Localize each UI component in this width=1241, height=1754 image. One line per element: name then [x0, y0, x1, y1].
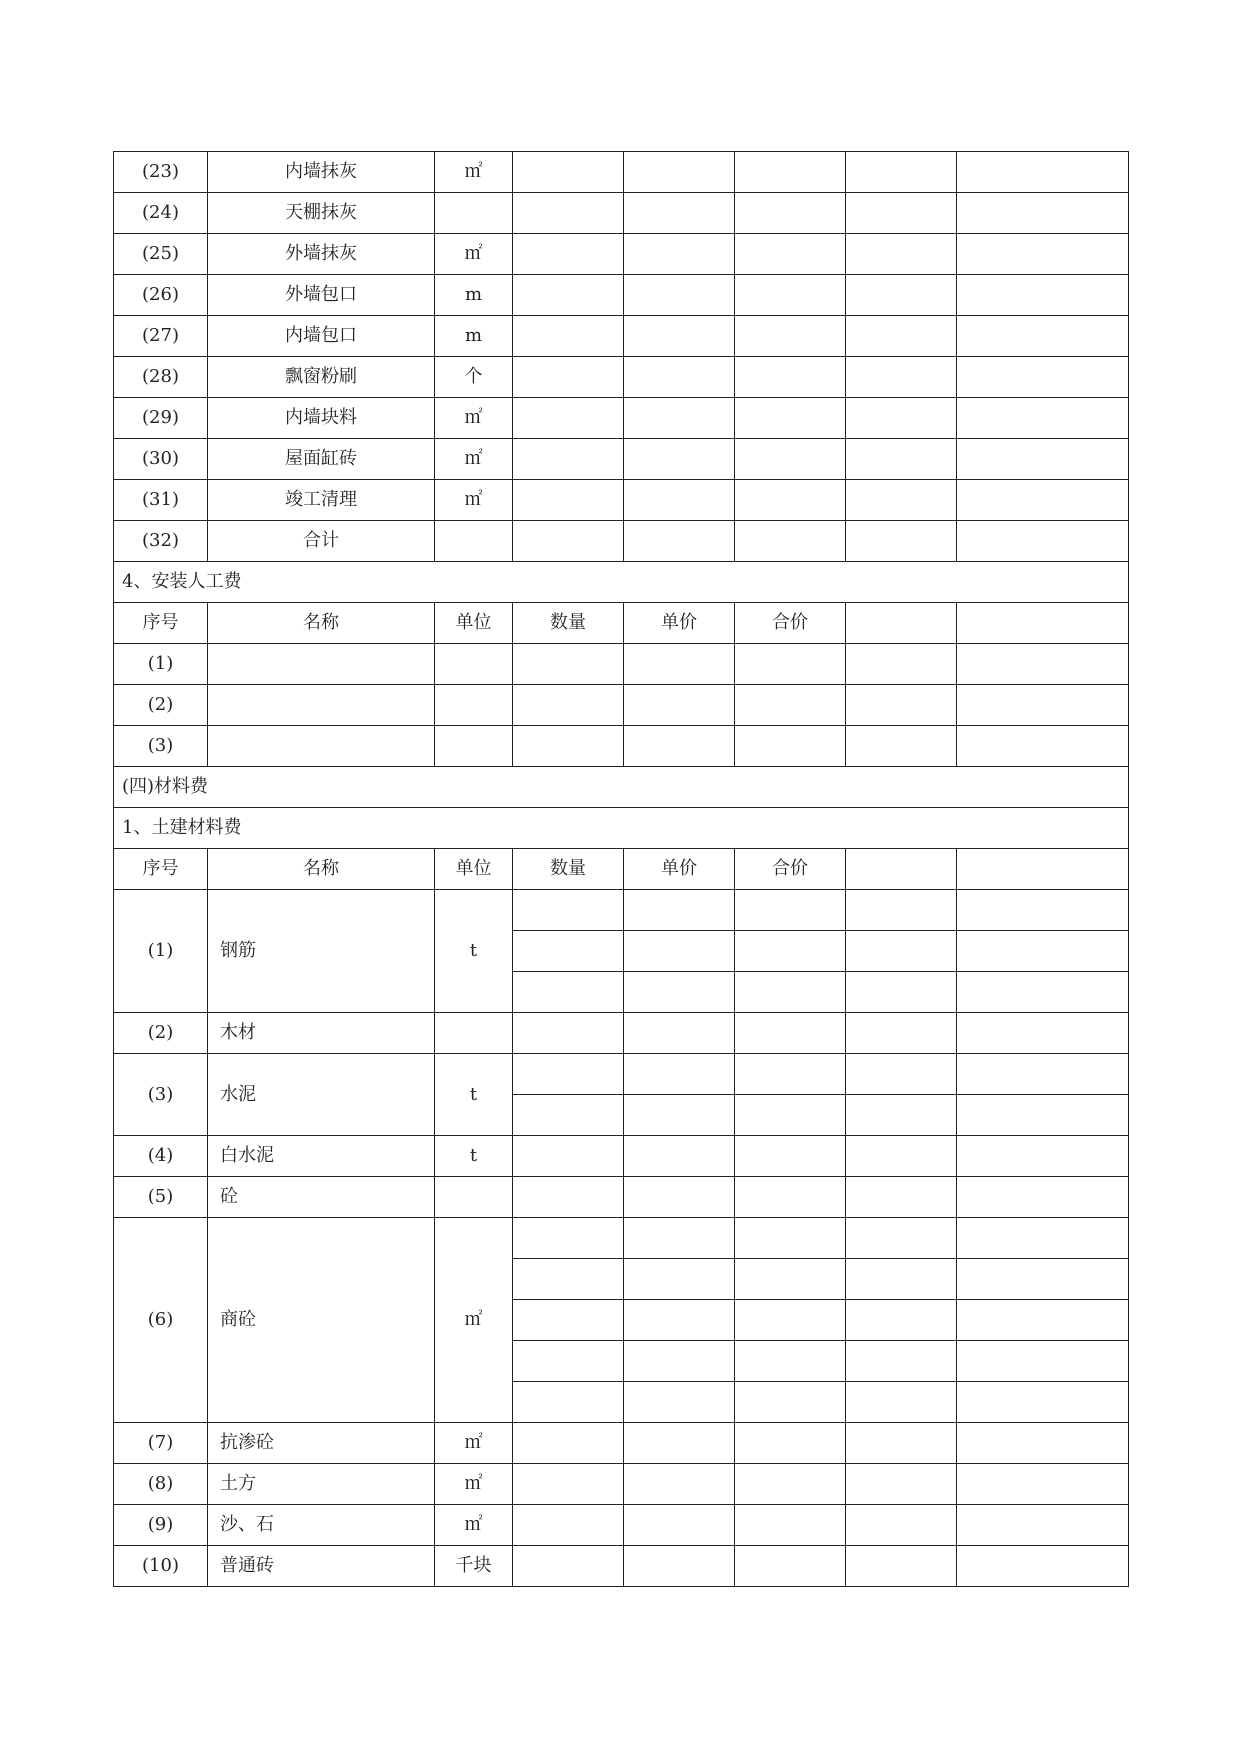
item-unit: ㎡	[435, 398, 513, 439]
empty-cell	[957, 521, 1129, 562]
row-number: (7)	[114, 1423, 208, 1464]
table-row	[114, 357, 1129, 398]
item-unit: t	[435, 1136, 513, 1177]
col-header-total: 合价	[735, 603, 846, 644]
row-number: (8)	[114, 1464, 208, 1505]
item-unit: ㎡	[435, 439, 513, 480]
item-unit: ㎡	[435, 234, 513, 275]
empty-cell	[735, 152, 846, 193]
empty-cell	[624, 685, 735, 726]
row-number: (29)	[114, 398, 208, 439]
item-name: 普通砖	[208, 1546, 435, 1587]
empty-cell	[735, 1423, 846, 1464]
row-number: (31)	[114, 480, 208, 521]
empty-cell	[624, 398, 735, 439]
item-name: 竣工清理	[208, 480, 435, 521]
empty-cell	[846, 1136, 957, 1177]
empty-cell	[957, 1300, 1129, 1341]
empty-cell	[624, 234, 735, 275]
empty-cell	[624, 1505, 735, 1546]
empty-cell	[957, 1423, 1129, 1464]
row-number: (9)	[114, 1505, 208, 1546]
empty-cell	[513, 234, 624, 275]
cost-table	[113, 151, 1129, 1587]
empty-cell	[513, 521, 624, 562]
empty-cell	[624, 1464, 735, 1505]
col-header-name: 名称	[208, 603, 435, 644]
empty-cell	[513, 1259, 624, 1300]
empty-cell	[735, 1054, 846, 1095]
table-row	[114, 1423, 1129, 1464]
empty-cell	[513, 398, 624, 439]
table-row	[114, 521, 1129, 562]
empty-cell	[957, 234, 1129, 275]
empty-cell	[957, 398, 1129, 439]
header-row	[114, 603, 1129, 644]
empty-cell	[957, 1013, 1129, 1054]
row-number: (10)	[114, 1546, 208, 1587]
empty-cell	[735, 193, 846, 234]
table-row	[114, 685, 1129, 726]
empty-cell	[735, 890, 846, 931]
item-name: 内墙块料	[208, 398, 435, 439]
item-unit: t	[435, 890, 513, 1013]
empty-cell	[735, 480, 846, 521]
empty-cell	[957, 1259, 1129, 1300]
empty-cell	[735, 1136, 846, 1177]
empty-cell	[208, 726, 435, 767]
item-unit: m	[435, 275, 513, 316]
item-unit	[435, 1177, 513, 1218]
empty-cell	[846, 644, 957, 685]
row-number: (32)	[114, 521, 208, 562]
empty-cell	[735, 1341, 846, 1382]
item-name: 屋面缸砖	[208, 439, 435, 480]
table-row	[114, 234, 1129, 275]
empty-cell	[624, 931, 735, 972]
empty-cell	[624, 1218, 735, 1259]
empty-cell	[957, 972, 1129, 1013]
empty-cell	[957, 1177, 1129, 1218]
col-header-qty: 数量	[513, 849, 624, 890]
col-header-name: 名称	[208, 849, 435, 890]
empty-cell	[624, 972, 735, 1013]
empty-cell	[513, 1177, 624, 1218]
empty-cell	[513, 1136, 624, 1177]
empty-cell	[624, 1546, 735, 1587]
empty-cell	[957, 1382, 1129, 1423]
table-row	[114, 275, 1129, 316]
empty-cell	[846, 1464, 957, 1505]
item-unit	[435, 1013, 513, 1054]
empty-cell	[624, 1177, 735, 1218]
empty-cell	[957, 193, 1129, 234]
empty-cell	[846, 849, 957, 890]
empty-cell	[513, 1013, 624, 1054]
row-number: (5)	[114, 1177, 208, 1218]
empty-cell	[957, 1341, 1129, 1382]
empty-cell	[846, 398, 957, 439]
empty-cell	[957, 1095, 1129, 1136]
empty-cell	[624, 357, 735, 398]
item-name: 外墙抹灰	[208, 234, 435, 275]
empty-cell	[846, 603, 957, 644]
empty-cell	[846, 1300, 957, 1341]
empty-cell	[957, 849, 1129, 890]
empty-cell	[846, 1259, 957, 1300]
empty-cell	[957, 890, 1129, 931]
empty-cell	[846, 521, 957, 562]
empty-cell	[513, 1464, 624, 1505]
empty-cell	[513, 1218, 624, 1259]
empty-cell	[735, 1300, 846, 1341]
empty-cell	[957, 316, 1129, 357]
table-row	[114, 1177, 1129, 1218]
empty-cell	[513, 1300, 624, 1341]
empty-cell	[624, 316, 735, 357]
table-row	[114, 1546, 1129, 1587]
empty-cell	[513, 685, 624, 726]
table-row	[114, 398, 1129, 439]
table-row	[114, 316, 1129, 357]
empty-cell	[624, 521, 735, 562]
empty-cell	[624, 1136, 735, 1177]
empty-cell	[624, 1341, 735, 1382]
table-row	[114, 726, 1129, 767]
row-number: (6)	[114, 1218, 208, 1423]
empty-cell	[513, 1095, 624, 1136]
empty-cell	[513, 1054, 624, 1095]
empty-cell	[435, 644, 513, 685]
empty-cell	[957, 726, 1129, 767]
empty-cell	[846, 152, 957, 193]
item-name: 内墙抹灰	[208, 152, 435, 193]
empty-cell	[435, 726, 513, 767]
empty-cell	[735, 1382, 846, 1423]
empty-cell	[846, 1423, 957, 1464]
empty-cell	[735, 1177, 846, 1218]
empty-cell	[957, 603, 1129, 644]
empty-cell	[846, 726, 957, 767]
table-row	[114, 1218, 1129, 1259]
col-header-price: 单价	[624, 849, 735, 890]
row-number: (24)	[114, 193, 208, 234]
empty-cell	[624, 1013, 735, 1054]
empty-cell	[957, 1136, 1129, 1177]
empty-cell	[624, 480, 735, 521]
empty-cell	[513, 193, 624, 234]
item-name: 土方	[208, 1464, 435, 1505]
empty-cell	[846, 972, 957, 1013]
empty-cell	[513, 480, 624, 521]
row-number: (2)	[114, 1013, 208, 1054]
empty-cell	[846, 357, 957, 398]
empty-cell	[735, 521, 846, 562]
empty-cell	[513, 357, 624, 398]
empty-cell	[846, 931, 957, 972]
table-row	[114, 1054, 1129, 1095]
empty-cell	[735, 1259, 846, 1300]
empty-cell	[624, 439, 735, 480]
empty-cell	[846, 1177, 957, 1218]
empty-cell	[513, 1546, 624, 1587]
empty-cell	[735, 1218, 846, 1259]
empty-cell	[624, 1423, 735, 1464]
empty-cell	[208, 685, 435, 726]
item-name: 飘窗粉刷	[208, 357, 435, 398]
col-header-price: 单价	[624, 603, 735, 644]
empty-cell	[957, 1218, 1129, 1259]
empty-cell	[624, 1095, 735, 1136]
row-number: (25)	[114, 234, 208, 275]
empty-cell	[846, 1054, 957, 1095]
row-number: (2)	[114, 685, 208, 726]
empty-cell	[735, 1505, 846, 1546]
empty-cell	[846, 685, 957, 726]
empty-cell	[846, 1013, 957, 1054]
empty-cell	[846, 890, 957, 931]
table-row	[114, 152, 1129, 193]
item-name: 砼	[208, 1177, 435, 1218]
item-name: 抗渗砼	[208, 1423, 435, 1464]
empty-cell	[624, 193, 735, 234]
empty-cell	[624, 890, 735, 931]
empty-cell	[846, 1382, 957, 1423]
empty-cell	[513, 890, 624, 931]
table-row	[114, 1464, 1129, 1505]
col-header-unit: 单位	[435, 849, 513, 890]
item-unit: ㎡	[435, 152, 513, 193]
item-name: 外墙包口	[208, 275, 435, 316]
empty-cell	[513, 1341, 624, 1382]
empty-cell	[846, 275, 957, 316]
empty-cell	[513, 1423, 624, 1464]
col-header-qty: 数量	[513, 603, 624, 644]
empty-cell	[735, 1464, 846, 1505]
empty-cell	[735, 357, 846, 398]
empty-cell	[735, 1013, 846, 1054]
item-unit: 千块	[435, 1546, 513, 1587]
empty-cell	[846, 193, 957, 234]
empty-cell	[957, 1054, 1129, 1095]
row-number: (1)	[114, 890, 208, 1013]
empty-cell	[846, 234, 957, 275]
empty-cell	[624, 1382, 735, 1423]
row-number: (3)	[114, 1054, 208, 1136]
empty-cell	[957, 275, 1129, 316]
empty-cell	[735, 316, 846, 357]
empty-cell	[624, 1259, 735, 1300]
table-row	[114, 1505, 1129, 1546]
empty-cell	[735, 644, 846, 685]
col-header-unit: 单位	[435, 603, 513, 644]
item-unit: ㎡	[435, 1423, 513, 1464]
empty-cell	[735, 972, 846, 1013]
empty-cell	[735, 234, 846, 275]
col-header-no: 序号	[114, 603, 208, 644]
empty-cell	[735, 726, 846, 767]
item-unit: ㎡	[435, 1505, 513, 1546]
empty-cell	[624, 1054, 735, 1095]
item-unit: ㎡	[435, 480, 513, 521]
table-row	[114, 1136, 1129, 1177]
item-name: 合计	[208, 521, 435, 562]
empty-cell	[957, 357, 1129, 398]
empty-cell	[957, 1546, 1129, 1587]
empty-cell	[624, 1300, 735, 1341]
empty-cell	[735, 931, 846, 972]
empty-cell	[624, 152, 735, 193]
empty-cell	[846, 1546, 957, 1587]
empty-cell	[957, 480, 1129, 521]
item-unit: ㎡	[435, 1464, 513, 1505]
empty-cell	[846, 316, 957, 357]
table-row	[114, 193, 1129, 234]
header-row	[114, 849, 1129, 890]
empty-cell	[435, 685, 513, 726]
empty-cell	[513, 972, 624, 1013]
section-row	[114, 562, 1129, 603]
empty-cell	[513, 726, 624, 767]
section-title-install: 4、安装人工费	[114, 562, 1129, 603]
empty-cell	[513, 644, 624, 685]
empty-cell	[735, 439, 846, 480]
item-name: 内墙包口	[208, 316, 435, 357]
empty-cell	[735, 1095, 846, 1136]
empty-cell	[957, 439, 1129, 480]
empty-cell	[513, 316, 624, 357]
item-unit: 个	[435, 357, 513, 398]
section-title-material: (四)材料费	[114, 767, 1129, 808]
item-unit: m	[435, 316, 513, 357]
item-name: 天棚抹灰	[208, 193, 435, 234]
section-row	[114, 808, 1129, 849]
empty-cell	[513, 1382, 624, 1423]
empty-cell	[846, 1095, 957, 1136]
empty-cell	[957, 931, 1129, 972]
table-row	[114, 1013, 1129, 1054]
table-row	[114, 439, 1129, 480]
empty-cell	[513, 152, 624, 193]
empty-cell	[957, 152, 1129, 193]
empty-cell	[735, 398, 846, 439]
col-header-total: 合价	[735, 849, 846, 890]
row-number: (28)	[114, 357, 208, 398]
empty-cell	[957, 1464, 1129, 1505]
item-name: 沙、石	[208, 1505, 435, 1546]
table-row	[114, 480, 1129, 521]
item-unit: ㎡	[435, 1218, 513, 1423]
empty-cell	[735, 1546, 846, 1587]
empty-cell	[513, 439, 624, 480]
table-row	[114, 644, 1129, 685]
empty-cell	[735, 275, 846, 316]
row-number: (23)	[114, 152, 208, 193]
col-header-no: 序号	[114, 849, 208, 890]
empty-cell	[846, 439, 957, 480]
empty-cell	[846, 1341, 957, 1382]
empty-cell	[513, 931, 624, 972]
row-number: (27)	[114, 316, 208, 357]
empty-cell	[624, 644, 735, 685]
item-name: 水泥	[208, 1054, 435, 1136]
item-name: 木材	[208, 1013, 435, 1054]
empty-cell	[957, 1505, 1129, 1546]
empty-cell	[957, 644, 1129, 685]
row-number: (3)	[114, 726, 208, 767]
table-row	[114, 890, 1129, 931]
empty-cell	[735, 685, 846, 726]
row-number: (30)	[114, 439, 208, 480]
row-number: (26)	[114, 275, 208, 316]
empty-cell	[208, 644, 435, 685]
item-unit	[435, 193, 513, 234]
section-title-civil: 1、土建材料费	[114, 808, 1129, 849]
empty-cell	[846, 480, 957, 521]
item-name: 商砼	[208, 1218, 435, 1423]
empty-cell	[513, 1505, 624, 1546]
section-row	[114, 767, 1129, 808]
row-number: (4)	[114, 1136, 208, 1177]
empty-cell	[846, 1505, 957, 1546]
item-unit: t	[435, 1054, 513, 1136]
empty-cell	[846, 1218, 957, 1259]
empty-cell	[513, 275, 624, 316]
empty-cell	[624, 275, 735, 316]
empty-cell	[624, 726, 735, 767]
item-unit	[435, 521, 513, 562]
item-name: 白水泥	[208, 1136, 435, 1177]
row-number: (1)	[114, 644, 208, 685]
item-name: 钢筋	[208, 890, 435, 1013]
empty-cell	[957, 685, 1129, 726]
